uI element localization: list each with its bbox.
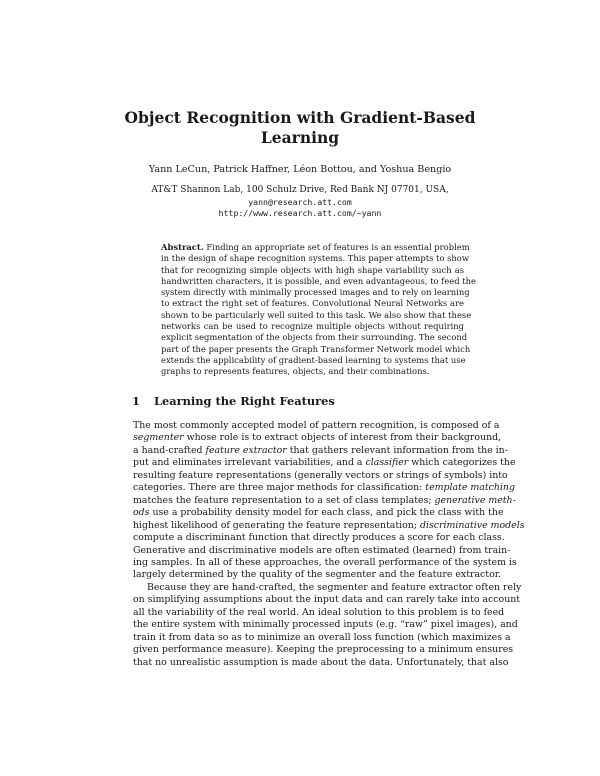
body-line: compute a discriminant function that directly produces a score for each class. (133, 532, 505, 544)
body-line: highest likelihood of generating the feature representation; discriminative models (133, 519, 525, 531)
abstract-line: Abstract. Finding an appropriate set of features is an essential problem (161, 242, 470, 252)
abstract-line: part of the paper presents the Graph Transformer Network model which (161, 343, 471, 354)
body-line: train it from data so as to minimize an overall loss function (which maximizes a (133, 631, 511, 643)
abstract-line: that for recognizing simple objects with high shape variability such as (161, 264, 464, 275)
body-line: put and eliminates irrelevant variabilities, and a classifier which categorizes the (133, 457, 516, 469)
paper-title (100, 108, 500, 148)
body-line: that no unrealistic assumption is made about the data. Unfortunately, that also (133, 656, 509, 668)
body-line: Generative and discriminative models are often estimated (learned) from train- (133, 544, 511, 556)
abstract-line: handwritten characters, it is possible, and even advantageous, to feed the (161, 275, 476, 286)
body-line: Because they are hand-crafted, the segmenter and feature extractor often rely (147, 581, 522, 593)
body-line: largely determined by the quality of the segmenter and the feature extractor. (133, 569, 502, 581)
body-line: the entire system with minimally processed inputs (e.g. “raw” pixel images), and (133, 619, 518, 631)
body-line: ing samples. In all of these approaches, the overall performance of the system is (133, 556, 517, 568)
body-line: segmenter whose role is to extract objects of interest from their background, (133, 432, 502, 444)
section-title: Learning the Right Features (154, 394, 335, 408)
abstract-line: system directly with minimally processed images and to rely on learning (161, 287, 470, 298)
author-list: Yann LeCun, Patrick Haffner, Léon Bottou, and Yoshua Bengio (148, 164, 452, 175)
title-line: Learning (260, 128, 340, 147)
section-heading (132, 394, 335, 408)
body-line: all the variability of the real world. An ideal solution to this problem is to feed (133, 606, 505, 618)
abstract-line: extends the applicability of gradient-based learning to systems that use (161, 354, 466, 365)
body-line: on simplifying assumptions about the input data and can rarely take into account (133, 594, 521, 606)
abstract-line: explicit segmentation of the objects from their surrounding. The second (161, 332, 468, 343)
body-line: given performance measure). Keeping the preprocessing to a minimum ensures (133, 644, 514, 656)
author-email: yann@research.att.com (248, 196, 352, 207)
affiliation-block (60, 185, 540, 220)
title-line: Object Recognition with Gradient-Based (124, 108, 476, 127)
abstract-label: Abstract. (161, 242, 204, 252)
abstract-line: shown to be particularly well suited to this task. We also show that these (161, 309, 472, 320)
body-line: matches the feature representation to a set of class templates; generative meth- (133, 494, 516, 506)
abstract-line: to extract the right set of features. Convolutional Neural Networks are (161, 298, 464, 309)
abstract-line: in the design of shape recognition systems. This paper attempts to show (161, 253, 470, 264)
author-url: http://www.research.att.com/~yann (218, 208, 382, 218)
abstract-line: graphs to represents features, objects, and their combinations. (161, 366, 430, 377)
body-line: ods use a probability density model for each class, and pick the class with the (133, 507, 504, 519)
body-line: a hand-crafted feature extractor that gathers relevant information from the in- (133, 444, 508, 456)
abstract (161, 242, 476, 378)
abstract-line: networks can be used to recognize multiple objects without requiring (161, 321, 464, 332)
body-line: categories. There are three major methods for classification: template matching (133, 482, 515, 494)
affiliation: AT&T Shannon Lab, 100 Schulz Drive, Red Bank NJ 07701, USA, (151, 185, 449, 195)
body-text (133, 420, 525, 669)
section-number: 1 (132, 394, 140, 408)
body-line: The most commonly accepted model of pattern recognition, is composed of a (133, 420, 500, 431)
body-line: resulting feature representations (generally vectors or strings of symbols) into (133, 469, 508, 481)
